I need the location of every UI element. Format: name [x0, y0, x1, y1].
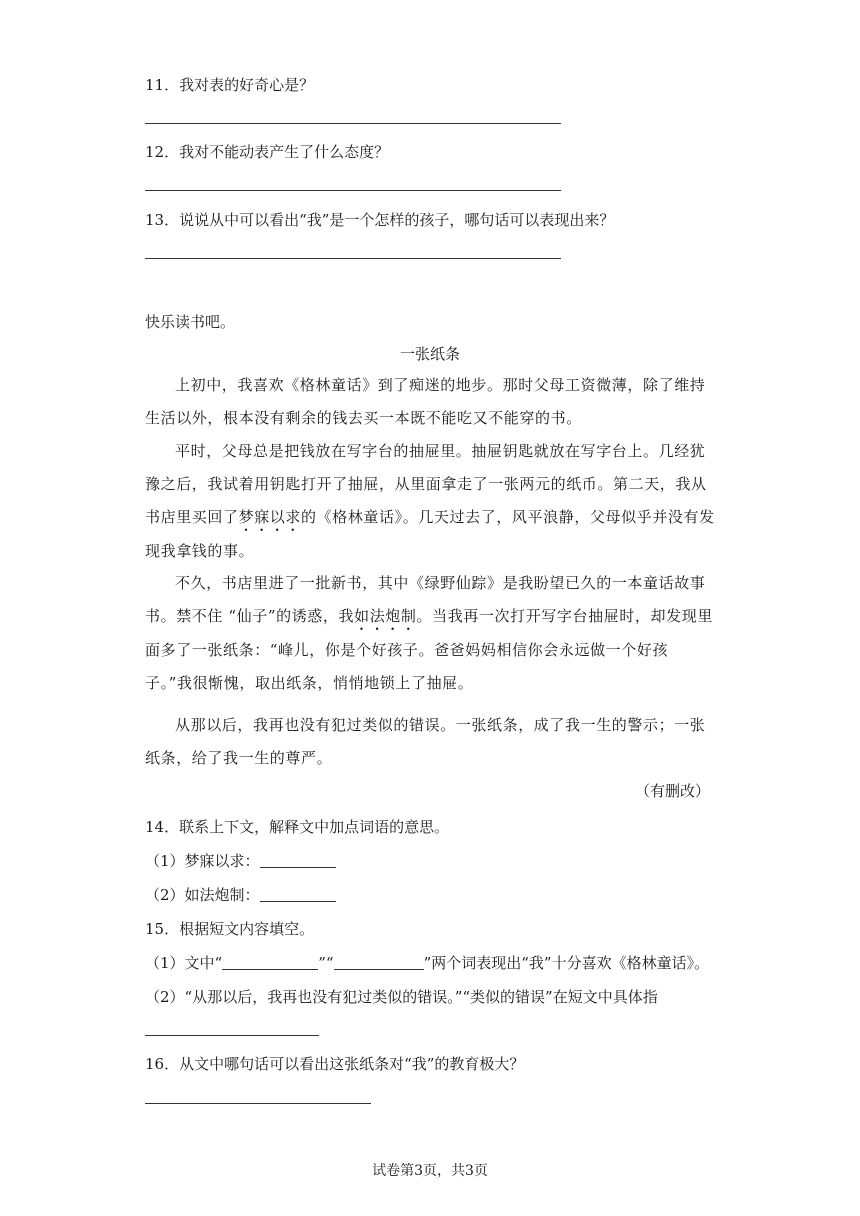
passage-paragraph-1: 上初中，我喜欢《格林童话》到了痴迷的地步。那时父母工资微薄，除了维持生活以外，根本没有剩余的钱去买一本既不能吃又不能穿的书。	[145, 376, 706, 427]
passage-paragraph-3: 不久，书店里进了一批新书，其中《绿野仙踪》是我盼望已久的一本童话故事书。禁不住 “仙子”的诱惑，我如法炮制。当我再一次打开写字台抽屉时，却发现里面多了一张纸条：“峰儿，你是个好孩子。爸爸妈妈相信你会永远做一个好孩子。”我很惭愧，取出纸条，悄悄地锁上了抽屉。	[145, 574, 713, 692]
passage-source: （有删改）	[634, 782, 710, 800]
dotted-word-2: 如法炮制	[354, 607, 417, 625]
dotted-word-1: 梦寐以求	[238, 508, 302, 526]
question-15-sub-1: （1）文中“ ”“ ”两个词表现出“我”十分喜欢《格林童话》。	[145, 954, 710, 972]
page-footer: 试卷第3页，共3页	[372, 1163, 488, 1179]
answer-line-12[interactable]	[145, 190, 561, 191]
section-intro: 快乐读书吧。	[145, 313, 236, 331]
answer-line-11[interactable]	[145, 123, 561, 124]
answer-line-16[interactable]	[145, 1103, 371, 1104]
question-11: 11．我对表的好奇心是？	[145, 76, 315, 94]
question-14: 14．联系上下文，解释文中加点词语的意思。	[145, 818, 450, 836]
blank-15-1a[interactable]	[222, 953, 318, 970]
answer-line-15-2[interactable]	[145, 1035, 319, 1036]
question-14-sub-1: （1）梦寐以求：	[145, 850, 336, 871]
passage-paragraph-4: 从那以后，我再也没有犯过类似的错误。一张纸条，成了我一生的警示；一张纸条，给了我一生的尊严。	[145, 716, 706, 767]
question-15-sub-2: （2）“从那以后，我再也没有犯过类似的错误。”“类似的错误”在短文中具体指	[145, 988, 658, 1006]
question-12: 12．我对不能动表产生了什么态度？	[145, 143, 390, 161]
passage-title: 一张纸条	[399, 345, 460, 363]
blank-15-1b[interactable]	[334, 953, 424, 970]
blank-14-2[interactable]	[260, 885, 336, 902]
question-15: 15．根据短文内容填空。	[145, 920, 315, 938]
blank-14-1[interactable]	[260, 851, 336, 868]
answer-line-13[interactable]	[145, 258, 561, 259]
passage-paragraph-2: 平时，父母总是把钱放在写字台的抽屉里。抽屉钥匙就放在写字台上。几经犹豫之后，我试着用钥匙打开了抽屉，从里面拿走了一张两元的纸币。第二天，我从书店里买回了梦寐以求的《格林童话》。几天过去了，风平浪静，父母似乎并没有发现我拿钱的事。	[145, 442, 715, 560]
question-16: 16．从文中哪句话可以看出这张纸条对“我”的教育极大？	[145, 1055, 525, 1073]
question-14-sub-2: （2）如法炮制：	[145, 884, 336, 905]
question-13: 13．说说从中可以看出“我”是一个怎样的孩子，哪句话可以表现出来？	[145, 211, 615, 229]
